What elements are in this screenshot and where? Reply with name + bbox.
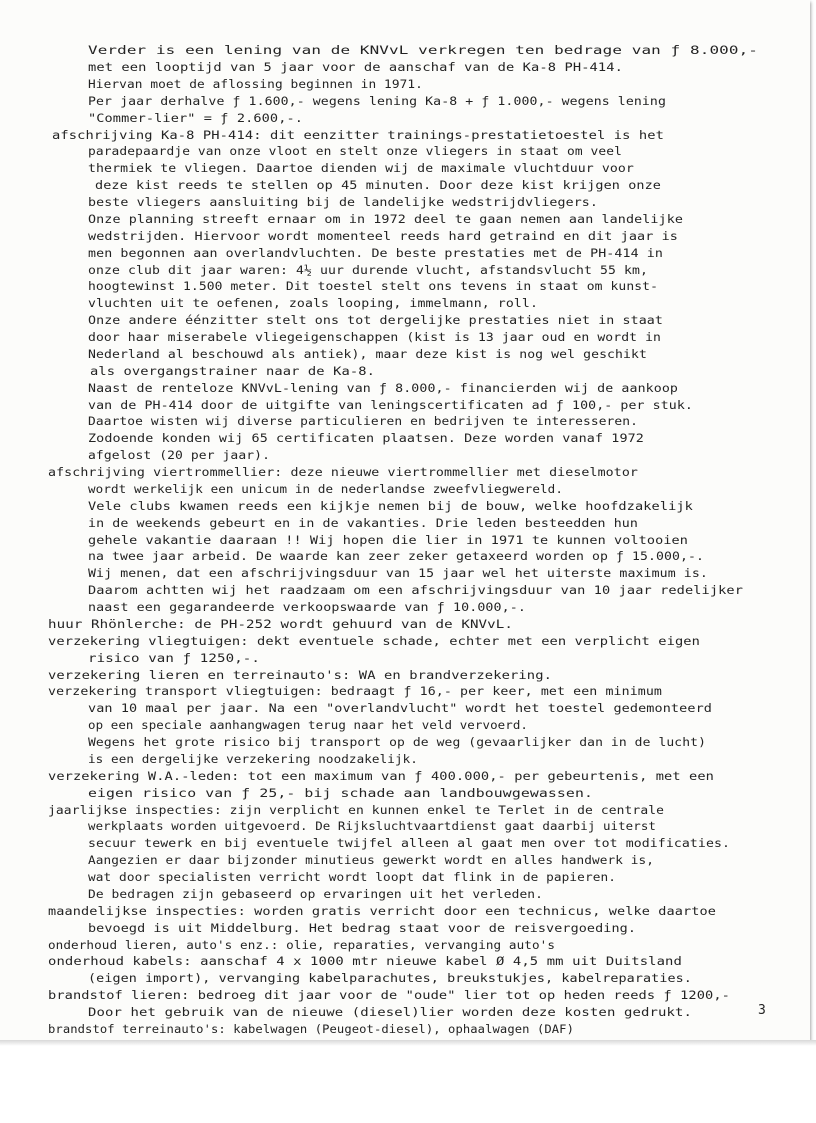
text-line: Door het gebruik van de nieuwe (diesel)lier worden deze kosten gedrukt.: [88, 1005, 693, 1019]
text-line: Per jaar derhalve ƒ 1.600,- wegens lening Ka-8 + ƒ 1.000,- wegens lening: [88, 94, 666, 108]
text-line: Naast de renteloze KNVvL-lening van ƒ 8.000,- financierden wij de aankoop: [88, 381, 678, 395]
page-number: 3: [758, 1003, 766, 1018]
text-line: verzekering vliegtuigen: dekt eventuele schade, echter met een verplicht eigen: [48, 634, 701, 648]
text-line: eigen risico van ƒ 25,- bij schade aan landbouwgewassen.: [88, 786, 593, 800]
text-line: huur Rhönlerche: de PH-252 wordt gehuurd van de KNVvL.: [48, 617, 514, 631]
text-line: Nederland al beschouwd als antiek), maar deze kist is nog wel geschikt: [88, 347, 647, 361]
text-line: onderhoud kabels: aanschaf 4 x 1000 mtr nieuwe kabel Ø 4,5 mm uit Duitsland: [48, 954, 682, 968]
text-line: vluchten uit te oefenen, zoals looping, immelmann, roll.: [88, 296, 538, 310]
text-line: op een speciale aanhangwagen terug naar het veld vervoerd.: [88, 718, 529, 732]
text-line: gehele vakantie daaraan !! Wij hopen die lier in 1971 te kunnen voltooien: [88, 533, 688, 547]
text-line: afgelost (20 per jaar).: [88, 448, 270, 462]
text-line: jaarlijkse inspecties: zijn verplicht en kunnen enkel te Terlet in de centrale: [48, 803, 665, 817]
text-line: bevoegd is uit Middelburg. Het bedrag staat voor de reisvergoeding.: [88, 921, 637, 935]
text-line: "Commer-lier" = ƒ 2.600,-.: [88, 111, 304, 125]
text-line: afschrijving viertrommellier: deze nieuwe viertrommellier met dieselmotor: [48, 465, 638, 479]
text-line: werkplaats worden uitgevoerd. De Rijksluchtvaartdienst gaat daarbij uiterst: [88, 819, 656, 833]
text-line: na twee jaar arbeid. De waarde kan zeer zeker getaxeerd worden op ƒ 15.000,-.: [88, 549, 705, 563]
text-line: afschrijving Ka-8 PH-414: dit eenzitter trainings-prestatietoestel is het: [52, 128, 665, 142]
text-line: in de weekends gebeurt en in de vakanties. Drie leden besteedden hun: [88, 516, 638, 530]
text-line: verzekering W.A.-leden: tot een maximum van ƒ 400.000,- per gebeurtenis, met een: [48, 769, 715, 783]
text-line: Onze andere éénzitter stelt ons tot dergelijke prestaties niet in staat: [88, 313, 664, 327]
sheet-edge-shadow: [0, 1040, 816, 1046]
text-line: wat door specialisten verricht wordt loopt dat flink in de papieren.: [88, 870, 617, 884]
text-line: Vele clubs kwamen reeds een kijkje nemen bij de bouw, welke hoofdzakelijk: [88, 499, 693, 513]
text-line: hoogtewinst 1.500 meter. Dit toestel stelt ons tevens in staat om kunst-: [88, 279, 658, 293]
text-line: verzekering lieren en terreinauto's: WA en brandverzekering.: [48, 668, 552, 682]
text-line: brandstof lieren: bedroeg dit jaar voor de "oude" lier tot op heden reeds ƒ 1200,-: [48, 988, 731, 1002]
text-line: Verder is een lening van de KNVvL verkregen ten bedrage van ƒ 8.000,-: [88, 43, 758, 57]
text-line: paradepaardje van onze vloot en stelt onze vliegers in staat om veel: [88, 144, 622, 158]
text-line: secuur tewerk en bij eventuele twijfel alleen al gaat men over tot modificaties.: [88, 836, 731, 850]
text-line: Aangezien er daar bijzonder minutieus gewerkt wordt en alles handwerk is,: [88, 853, 654, 867]
text-line: Hiervan moet de aflossing beginnen in 1971.: [88, 77, 423, 91]
text-line: Wij menen, dat een afschrijvingsduur van 15 jaar wel het uiterste maximum is.: [88, 566, 708, 580]
text-line: Zodoende konden wij 65 certificaten plaatsen. Deze worden vanaf 1972: [88, 431, 645, 445]
text-line: onze club dit jaar waren: 4½ uur durende vlucht, afstandsvlucht 55 km,: [88, 263, 649, 277]
text-line: beste vliegers aansluiting bij de landelijke wedstrijdvliegers.: [88, 195, 598, 209]
text-line: Daartoe wisten wij diverse particulieren en bedrijven te interesseren.: [88, 414, 638, 428]
text-line: naast een gegarandeerde verkoopswaarde van ƒ 10.000,-.: [88, 600, 527, 614]
text-line: (eigen import), vervanging kabelparachutes, breukstukjes, kabelreparaties.: [88, 971, 692, 985]
text-line: wedstrijden. Hiervoor wordt momenteel reeds hard getraind en dit jaar is: [88, 229, 679, 243]
text-line: van 10 maal per jaar. Na een "overlandvlucht" wordt het toestel gedemonteerd: [88, 701, 712, 715]
text-line: wordt werkelijk een unicum in de nederlandse zweefvliegwereld.: [88, 482, 563, 496]
text-line: men begonnen aan overlandvluchten. De beste prestaties met de PH-414 in: [88, 246, 664, 260]
text-line: deze kist reeds te stellen op 45 minuten. Door deze kist krijgen onze: [95, 178, 662, 192]
text-line: als overgangstrainer naar de Ka-8.: [90, 364, 375, 378]
text-line: De bedragen zijn gebaseerd op ervaringen uit het verleden.: [88, 887, 543, 901]
text-line: brandstof terreinauto's: kabelwagen (Peugeot-diesel), ophaalwagen (DAF): [48, 1022, 574, 1036]
text-line: Daarom achtten wij het raadzaam om een afschrijvingsduur van 10 jaar redelijker: [88, 583, 743, 597]
text-line: door haar miserabele vliegeigenschappen (kist is 13 jaar oud en wordt in: [88, 330, 662, 344]
text-line: verzekering transport vliegtuigen: bedraagt ƒ 16,- per keer, met een minimum: [48, 684, 663, 698]
text-line: onderhoud lieren, auto's enz.: olie, reparaties, vervanging auto's: [48, 938, 556, 952]
text-line: maandelijkse inspecties: worden gratis verricht door een technicus, welke daartoe: [48, 904, 716, 918]
text-line: met een looptijd van 5 jaar voor de aanschaf van de Ka-8 PH-414.: [88, 60, 623, 74]
text-line: Onze planning streeft ernaar om in 1972 deel te gaan nemen aan landelijke: [88, 212, 684, 226]
text-line: risico van ƒ 1250,-.: [88, 651, 261, 665]
text-line: is een dergelijke verzekering noodzakelijk.: [88, 752, 418, 766]
text-line: thermiek te vliegen. Daartoe dienden wij de maximale vluchtduur voor: [88, 161, 634, 175]
text-line: van de PH-414 door de uitgifte van leningscertificaten ad ƒ 100,- per stuk.: [88, 398, 694, 412]
text-line: Wegens het grote risico bij transport op de weg (gevaarlijker dan in de lucht): [88, 735, 706, 749]
